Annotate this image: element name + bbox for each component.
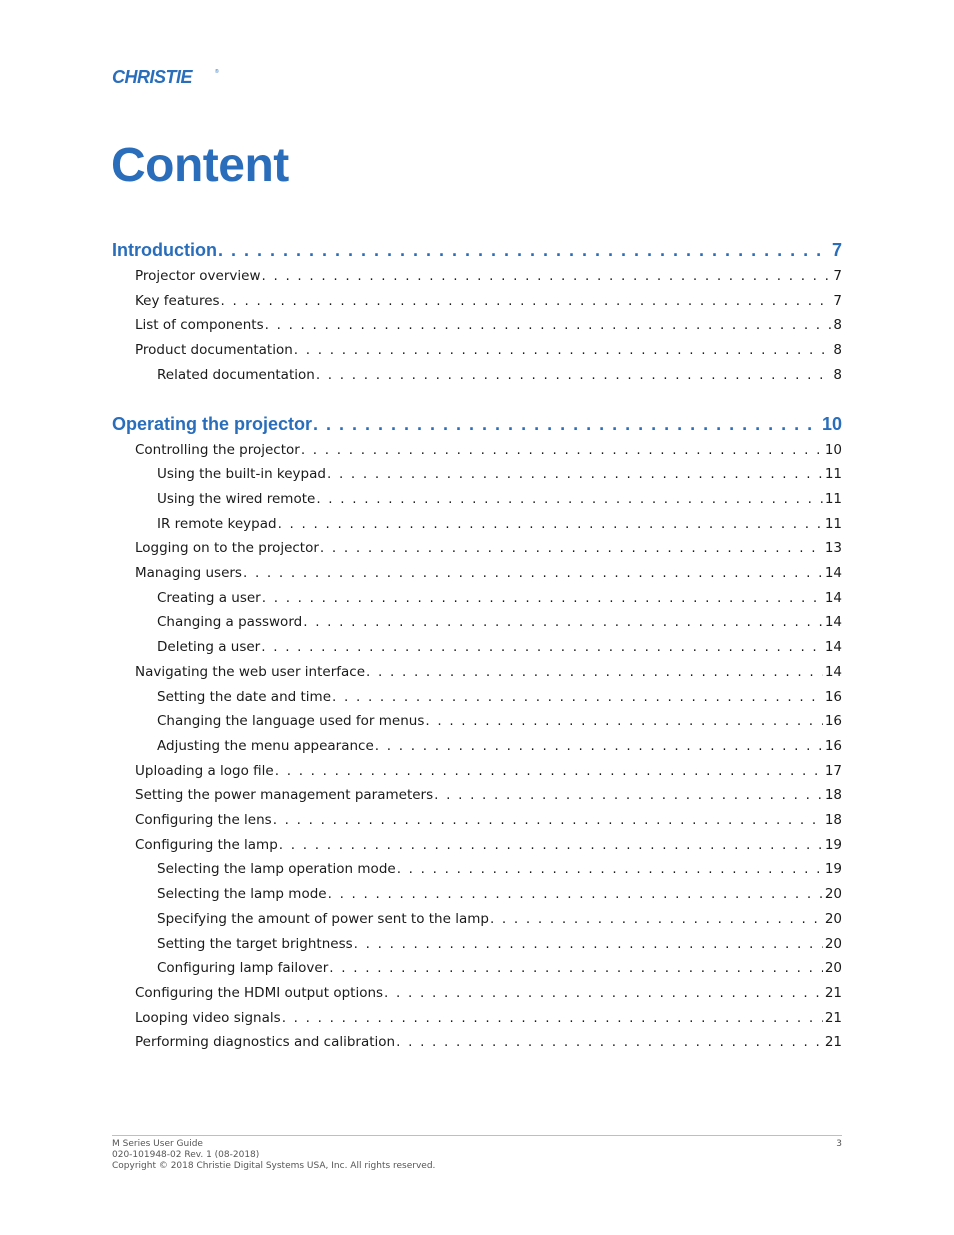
toc-entry-title: Logging on to the projector [135, 540, 319, 557]
toc-entry-link[interactable] [135, 664, 842, 684]
toc-entry-title: Specifying the amount of power sent to the lamp [157, 910, 489, 927]
footer-page-number: 3 [836, 1139, 842, 1149]
toc-leader-dots [366, 664, 823, 680]
toc-entry-title: Adjusting the menu appearance [157, 737, 374, 754]
toc-page-number: 11 [824, 490, 842, 507]
toc-leader-dots [354, 936, 823, 952]
toc-leader-dots [320, 540, 823, 556]
toc-page-number: 21 [824, 984, 842, 1001]
toc-leader-dots [434, 787, 823, 803]
toc-page-number: 14 [824, 663, 842, 680]
toc-entry-link[interactable] [135, 763, 842, 783]
toc-page-number: 8 [833, 317, 842, 334]
toc-entry-title: IR remote keypad [157, 515, 277, 532]
toc-entry-link[interactable] [157, 911, 842, 931]
toc-entry-link[interactable] [157, 491, 842, 511]
toc-entry-title: Configuring lamp failover [157, 960, 329, 977]
toc-entry-link[interactable] [135, 565, 842, 585]
toc-leader-dots [316, 491, 823, 507]
toc-page-number: 7 [831, 240, 842, 260]
toc-page-number: 16 [824, 688, 842, 705]
toc-entry-title: Configuring the lens [135, 812, 272, 828]
toc-entry-link[interactable] [157, 639, 842, 659]
toc-entry-link[interactable] [135, 1010, 842, 1030]
toc-entry-title: Creating a user [157, 589, 261, 606]
toc-leader-dots [316, 367, 832, 383]
toc-entry-title: Changing a password [157, 614, 303, 631]
toc-entry-link[interactable] [135, 442, 842, 462]
toc-page-number: 10 [824, 441, 842, 458]
toc-entry-title: Managing users [135, 565, 242, 581]
toc-page-number: 8 [833, 342, 842, 359]
toc-entry-title: Setting the date and time [157, 688, 331, 705]
toc-leader-dots [243, 565, 823, 581]
toc-entry-title: Changing the language used for menus [157, 713, 425, 730]
toc-page-number: 14 [824, 589, 842, 606]
toc-entry-link[interactable] [157, 886, 842, 906]
toc-leader-dots [275, 763, 823, 779]
toc-entry-link[interactable] [135, 812, 842, 832]
page-footer [112, 1135, 842, 1172]
toc-entry-link[interactable] [135, 342, 842, 362]
toc-page-number: 19 [824, 836, 842, 853]
toc-leader-dots [279, 837, 823, 853]
toc-leader-dots [397, 861, 823, 877]
toc-entry-link[interactable] [135, 268, 842, 288]
toc-entry-title: Looping video signals [135, 1009, 281, 1026]
toc-page-number: 20 [824, 960, 842, 977]
brand-wordmark: CHRISTIE [112, 67, 193, 87]
toc-entry-title: Deleting a user [157, 639, 261, 656]
toc-entry-title: Introduction [112, 240, 217, 260]
toc-leader-dots [301, 442, 823, 458]
toc-leader-dots [262, 590, 823, 606]
toc-page-number: 13 [824, 540, 842, 557]
toc-page-number: 20 [824, 886, 842, 903]
toc-entry-link[interactable] [157, 466, 842, 486]
page-title: Content [111, 139, 289, 192]
toc-page-number: 16 [824, 737, 842, 754]
toc-entry-title: Controlling the projector [135, 441, 300, 458]
toc-page-number: 11 [824, 466, 842, 483]
toc-entry-link[interactable] [157, 861, 842, 881]
toc-entry-link[interactable] [157, 713, 842, 733]
toc-page-number: 7 [833, 292, 842, 309]
toc-leader-dots [303, 614, 823, 630]
toc-entry-link[interactable] [135, 985, 842, 1005]
toc-leader-dots [396, 1034, 823, 1050]
toc-page-number: 21 [824, 1034, 842, 1051]
toc-entry-link[interactable] [157, 960, 842, 980]
toc-leader-dots [282, 1010, 823, 1026]
toc-entry-link[interactable] [157, 738, 842, 758]
toc-entry-link[interactable] [135, 1034, 842, 1054]
toc-entry-link[interactable] [135, 540, 842, 560]
toc-leader-dots [329, 960, 823, 976]
toc-entry-title: Using the wired remote [157, 490, 316, 507]
toc-page-number: 20 [824, 935, 842, 952]
toc-entry-title: List of components [135, 317, 264, 334]
toc-entry-title: Performing diagnostics and calibration [135, 1034, 396, 1051]
toc-page-number: 19 [824, 861, 842, 878]
toc-leader-dots [273, 812, 823, 828]
toc-entry-title: Setting the power management parameters [135, 787, 434, 804]
toc-entry-title: Using the built-in keypad [157, 466, 326, 483]
toc-entry-link[interactable] [135, 787, 842, 807]
toc-leader-dots [425, 713, 822, 729]
svg-text:®: ® [215, 69, 219, 75]
toc-entry-title: Navigating the web user interface [135, 663, 366, 680]
toc-page-number: 17 [824, 762, 842, 779]
toc-leader-dots [261, 639, 823, 655]
toc-leader-dots [332, 689, 823, 705]
toc-page-number: 14 [824, 565, 842, 581]
toc-leader-dots [294, 342, 832, 358]
toc-leader-dots [384, 985, 823, 1001]
toc-leader-dots [328, 886, 823, 902]
toc-leader-dots [313, 414, 820, 435]
toc-page-number: 11 [824, 515, 842, 532]
toc-chapter-link[interactable] [112, 240, 842, 264]
toc-entry-link[interactable] [135, 317, 842, 337]
toc-leader-dots [375, 738, 823, 754]
toc-entry-link[interactable] [157, 516, 842, 536]
toc-entry-link[interactable] [135, 293, 842, 313]
toc-page-number: 14 [824, 639, 842, 656]
toc-entry-link[interactable] [157, 936, 842, 956]
toc-leader-dots [327, 466, 823, 482]
toc-entry-title: Selecting the lamp mode [157, 886, 327, 903]
toc-chapter-link[interactable] [112, 414, 842, 438]
toc-page-number: 8 [833, 366, 842, 383]
footer-doc-title: M Series User Guide [112, 1139, 203, 1149]
toc-entry-link[interactable] [135, 837, 842, 857]
toc-leader-dots [261, 268, 831, 284]
toc-leader-dots [278, 516, 823, 532]
toc-leader-dots [490, 911, 823, 927]
christie-logo [112, 66, 222, 88]
toc-leader-dots [218, 240, 830, 261]
toc-page-number: 7 [833, 268, 842, 284]
toc-page-number: 21 [824, 1009, 842, 1026]
toc-page-number: 20 [824, 910, 842, 927]
toc-leader-dots [221, 293, 832, 309]
toc-entry-title: Product documentation [135, 342, 293, 359]
toc-entry-link[interactable] [157, 689, 842, 709]
toc-page-number: 18 [824, 812, 842, 828]
toc-page-number: 18 [824, 787, 842, 804]
toc-entry-title: Selecting the lamp operation mode [157, 861, 396, 878]
toc-page-number: 16 [824, 713, 842, 730]
toc-page-number: 14 [824, 614, 842, 631]
toc-entry-title: Uploading a logo file [135, 762, 274, 779]
toc-page-number: 10 [821, 413, 842, 434]
toc-entry-link[interactable] [157, 590, 842, 610]
toc-entry-title: Operating the projector [112, 413, 313, 434]
footer-doc-number: 020-101948-02 Rev. 1 (08-2018) [112, 1150, 260, 1160]
toc-entry-title: Projector overview [135, 268, 261, 284]
toc-entry-title: Related documentation [157, 366, 315, 383]
toc-entry-title: Configuring the lamp [135, 836, 278, 853]
footer-copyright: Copyright © 2018 Christie Digital Systems USA, Inc. All rights reserved. [112, 1161, 436, 1171]
toc-entry-link[interactable] [157, 614, 842, 634]
toc-entry-title: Key features [135, 292, 220, 309]
toc-entry-title: Configuring the HDMI output options [135, 984, 384, 1001]
toc-leader-dots [265, 317, 832, 333]
toc-entry-link[interactable] [157, 367, 842, 387]
toc-entry-title: Setting the target brightness [157, 935, 353, 952]
